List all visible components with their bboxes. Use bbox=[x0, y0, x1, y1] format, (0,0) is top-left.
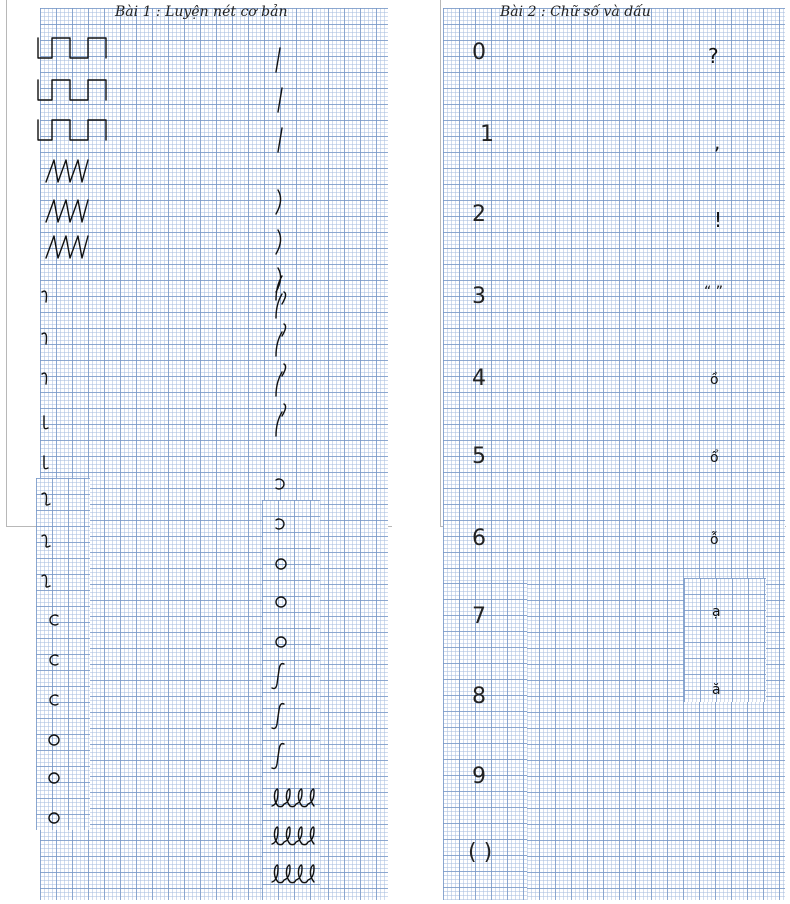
curve-c-stroke bbox=[44, 610, 64, 830]
lesson2-title: Bài 2 : Chữ số và dấu bbox=[500, 4, 651, 20]
square-wave-stroke bbox=[38, 34, 110, 144]
digit-9: 9 bbox=[472, 764, 486, 789]
mark-quotes: “ ” bbox=[704, 284, 723, 300]
parentheses: ( ) bbox=[468, 840, 493, 865]
digit-1: 1 bbox=[480, 122, 494, 147]
cursive-l-stroke bbox=[272, 784, 322, 894]
mark-o-tilde: ỗ bbox=[710, 532, 719, 548]
reverse-c-stroke bbox=[272, 474, 292, 654]
digit-6: 6 bbox=[472, 526, 486, 551]
digit-2: 2 bbox=[472, 202, 486, 227]
digit-0: 0 bbox=[472, 40, 486, 65]
digit-8: 8 bbox=[472, 684, 486, 709]
zigzag-stroke bbox=[44, 158, 90, 258]
lesson1-title: Bài 1 : Luyện nét cơ bản bbox=[115, 4, 288, 20]
mark-exclamation: ! bbox=[714, 208, 723, 232]
mark-o-hook-above: ổ bbox=[710, 450, 719, 466]
integral-stroke bbox=[270, 660, 290, 770]
mark-a-breve: ă bbox=[712, 682, 721, 698]
hook-stroke bbox=[38, 286, 54, 586]
slant-stroke bbox=[270, 44, 290, 154]
digit-4: 4 bbox=[472, 366, 486, 391]
mark-comma: , bbox=[714, 130, 721, 154]
mark-a-dot-below: ạ bbox=[712, 604, 721, 620]
grid-lesson2-marks bbox=[684, 578, 766, 702]
digit-3: 3 bbox=[472, 284, 486, 309]
digit-5: 5 bbox=[472, 444, 486, 469]
mark-o-hook-grave: ồ bbox=[710, 372, 719, 388]
loop-stroke bbox=[266, 186, 292, 456]
digit-7: 7 bbox=[472, 604, 486, 629]
mark-question: ? bbox=[708, 44, 719, 68]
